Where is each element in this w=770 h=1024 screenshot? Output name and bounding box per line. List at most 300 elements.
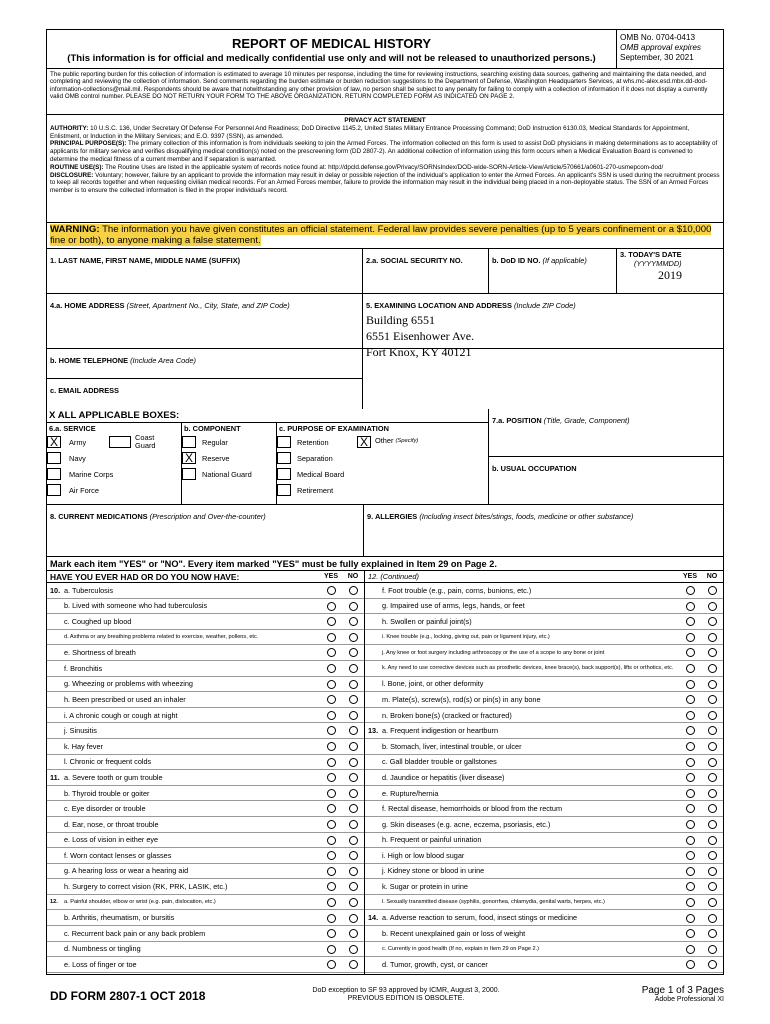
no-radio[interactable]	[349, 586, 358, 595]
question-row	[47, 817, 364, 833]
date-field[interactable]	[617, 249, 723, 293]
yes-radio[interactable]	[686, 914, 695, 923]
question-row	[365, 864, 723, 880]
warning-box	[46, 223, 724, 249]
no-cell	[342, 944, 364, 954]
no-radio[interactable]	[349, 602, 358, 611]
retirement-checkbox[interactable]	[277, 484, 291, 496]
email-field[interactable]	[47, 379, 362, 409]
boxes-block	[47, 409, 489, 504]
question-number: 11.	[50, 772, 60, 782]
service-army[interactable]	[47, 434, 181, 450]
question-row	[365, 833, 723, 849]
yes-radio[interactable]	[327, 773, 336, 782]
component-reserve[interactable]	[182, 450, 276, 466]
footer-page	[642, 985, 724, 1003]
question-label: e. Loss of finger or toe	[64, 960, 137, 970]
yes-radio[interactable]	[327, 914, 336, 923]
question-row	[365, 926, 723, 942]
contact-column	[46, 349, 363, 409]
other-label: Other	[375, 436, 394, 445]
service-marines[interactable]	[47, 466, 181, 482]
question-text	[365, 882, 679, 891]
no-cell	[342, 679, 364, 689]
no-cell	[701, 788, 723, 798]
occupation-field[interactable]	[489, 457, 723, 477]
no-cell	[701, 601, 723, 611]
no-cell	[342, 897, 364, 907]
question-row	[47, 957, 364, 973]
no-radio[interactable]	[708, 617, 717, 626]
question-text	[47, 866, 320, 875]
question-label: b. Arthritis, rheumatism, or bursitis	[64, 913, 175, 923]
no-radio[interactable]	[708, 695, 717, 704]
purpose-retention[interactable]	[277, 434, 357, 450]
yes-radio[interactable]	[327, 789, 336, 798]
no-radio[interactable]	[708, 820, 717, 829]
yes-radio[interactable]	[686, 804, 695, 813]
privacy-act-statement	[46, 115, 724, 223]
no-radio[interactable]	[349, 648, 358, 657]
no-radio[interactable]	[349, 664, 358, 673]
army-checkbox[interactable]: X	[47, 436, 61, 448]
question-row	[47, 614, 364, 630]
burden-statement: The public reporting burden for this collection of information is estimated to average 10 minutes per response, including the time for reviewing instructions, searching existing data sources, gathering and maintaining the data needed, and completing and reviewing the collection of information. Send comments regarding the burden estimate or burden reduction suggestions to the Department of Defense, Washington Headquarters Services, at whs.mc-alex.esd.mbx.dd-dod-information-collections@mail.mil. Respondents should be aware that notwithstanding any other provision of law, no person shall be subject to any penalty for failing to comply with a collection of information if it does not display a currently valid OMB control number. PLEASE DO NOT RETURN YOUR FORM TO THE ABOVE ORGANIZATION. RETURN COMPLETED FORM AS INDICATED ON PAGE 2.	[46, 69, 724, 115]
question-text	[47, 913, 320, 922]
no-radio[interactable]	[349, 789, 358, 798]
question-text	[365, 617, 679, 626]
ssn-label: 2.a. SOCIAL SECURITY NO.	[366, 256, 463, 265]
purpose-medical-board[interactable]	[277, 466, 357, 482]
question-text	[47, 664, 320, 673]
no-radio[interactable]	[708, 680, 717, 689]
question-label: i. A chronic cough or cough at night	[64, 710, 178, 720]
yes-radio[interactable]	[327, 633, 336, 642]
question-text	[365, 773, 679, 782]
question-text	[47, 586, 320, 595]
yes-radio[interactable]	[686, 680, 695, 689]
yes-radio[interactable]	[686, 758, 695, 767]
yes-radio[interactable]	[686, 711, 695, 720]
question-label: c. Eye disorder or trouble	[64, 804, 146, 814]
no-radio[interactable]	[349, 836, 358, 845]
question-text	[47, 804, 320, 813]
no-radio[interactable]	[708, 960, 717, 969]
question-text	[365, 960, 679, 969]
retirement-label: Retirement	[297, 485, 334, 495]
marines-label: Marine Corps	[69, 469, 114, 479]
yes-radio[interactable]	[327, 617, 336, 626]
question-row	[365, 599, 723, 615]
no-cell	[701, 741, 723, 751]
yes-cell	[679, 819, 701, 829]
component-national-guard[interactable]	[182, 466, 276, 482]
question-text	[365, 757, 679, 766]
no-radio[interactable]	[349, 711, 358, 720]
no-radio[interactable]	[349, 680, 358, 689]
question-row	[47, 583, 364, 599]
question-label: j. Any knee or foot surgery including arthroscopy or the use of a scope to any bone or joint	[382, 649, 605, 656]
form-header	[46, 29, 724, 69]
national-guard-checkbox[interactable]	[182, 468, 196, 480]
no-radio[interactable]	[708, 758, 717, 767]
question-text	[47, 726, 320, 735]
yes-radio[interactable]	[327, 695, 336, 704]
no-cell	[342, 835, 364, 845]
yes-radio[interactable]	[327, 586, 336, 595]
questions-right-list	[365, 583, 723, 973]
yes-radio[interactable]	[686, 851, 695, 860]
question-label: f. Bronchitis	[64, 663, 103, 673]
yes-radio[interactable]	[327, 726, 336, 735]
no-radio[interactable]	[349, 758, 358, 767]
no-cell	[701, 835, 723, 845]
home-address-hint: (Street, Apartment No., City, State, and ZIP Code)	[126, 301, 290, 310]
no-cell	[342, 773, 364, 783]
question-label: h. Been prescribed or used an inhaler	[64, 694, 186, 704]
authority-label: AUTHORITY:	[50, 124, 89, 132]
regular-label: Regular	[202, 437, 228, 447]
question-row	[47, 708, 364, 724]
no-radio[interactable]	[349, 851, 358, 860]
no-radio[interactable]	[349, 929, 358, 938]
left-header-text: HAVE YOU EVER HAD OR DO YOU NOW HAVE:	[50, 571, 240, 582]
no-radio[interactable]	[708, 586, 717, 595]
no-radio[interactable]	[349, 960, 358, 969]
yes-cell	[679, 695, 701, 705]
no-cell	[701, 866, 723, 876]
purpose-text: The primary collection of this information is from individuals seeking to join the Armed Forces. The information collected on this form is used to assist DoD physicians in making determinations as to acceptability of applicants for military service and verifies disqualifying medical condition(s) noted on the prescreening form (DD 2807-2). An additional collection of information using this form occurs when a Medical Evaluation Board is convened to determine the medical fitness of a current member and if separation is warranted.	[50, 140, 718, 163]
yes-radio[interactable]	[686, 882, 695, 891]
no-cell	[342, 741, 364, 751]
question-label: e. Rupture/hernia	[382, 788, 439, 798]
yes-radio[interactable]	[327, 804, 336, 813]
occupation-label: b. USUAL OCCUPATION	[492, 464, 577, 473]
question-row	[47, 630, 364, 646]
yes-cell	[320, 648, 342, 658]
no-radio[interactable]	[708, 882, 717, 891]
no-radio[interactable]	[708, 945, 717, 954]
purpose-column	[277, 423, 488, 504]
yes-cell	[320, 882, 342, 892]
no-radio[interactable]	[349, 945, 358, 954]
yes-cell	[320, 788, 342, 798]
no-cell	[342, 663, 364, 673]
question-label: c. Currently in good health (If no, explain in Item 29 on Page 2.)	[382, 945, 540, 952]
yes-radio[interactable]	[686, 867, 695, 876]
no-radio[interactable]	[708, 664, 717, 673]
no-radio[interactable]	[349, 820, 358, 829]
yes-radio[interactable]	[686, 633, 695, 642]
no-radio[interactable]	[349, 804, 358, 813]
yes-cell	[320, 586, 342, 596]
exam-location-field[interactable]	[363, 294, 723, 359]
no-radio[interactable]	[708, 804, 717, 813]
no-radio[interactable]	[708, 851, 717, 860]
medications-label: 8. CURRENT MEDICATIONS	[50, 512, 148, 521]
purpose-label: c. PURPOSE OF EXAMINATION	[279, 424, 389, 433]
purpose-other[interactable]	[357, 434, 418, 498]
yes-cell	[679, 648, 701, 658]
yes-radio[interactable]	[686, 820, 695, 829]
position-field[interactable]	[489, 409, 723, 457]
name-field[interactable]	[47, 249, 363, 293]
yes-radio[interactable]	[686, 617, 695, 626]
no-radio[interactable]	[349, 633, 358, 642]
yes-cell	[320, 866, 342, 876]
yes-cell	[679, 960, 701, 970]
allergies-field[interactable]	[364, 505, 723, 556]
question-row	[365, 848, 723, 864]
purpose-list	[277, 434, 357, 498]
no-cell	[701, 773, 723, 783]
question-label: j. Kidney stone or blood in urine	[382, 866, 485, 876]
question-label: f. Foot trouble (e.g., pain, corns, bunions, etc.)	[382, 585, 532, 595]
no-radio[interactable]	[349, 867, 358, 876]
question-label: e. Shortness of breath	[64, 648, 136, 658]
yes-radio[interactable]	[327, 836, 336, 845]
yes-cell	[320, 601, 342, 611]
omb-approval: OMB approval expires	[620, 43, 701, 52]
question-row	[365, 942, 723, 958]
yes-radio[interactable]	[686, 773, 695, 782]
yes-cell	[320, 851, 342, 861]
name-label: 1. LAST NAME, FIRST NAME, MIDDLE NAME (SUFFIX)	[50, 256, 241, 265]
medications-field[interactable]	[47, 505, 364, 556]
question-row	[365, 661, 723, 677]
yes-cell	[320, 929, 342, 939]
omb-number: OMB No. 0704-0413	[620, 33, 696, 42]
yes-radio[interactable]	[686, 836, 695, 845]
yes-radio[interactable]	[327, 929, 336, 938]
question-label: g. A hearing loss or wear a hearing aid	[64, 866, 189, 876]
question-row	[365, 755, 723, 771]
regular-checkbox[interactable]	[182, 436, 196, 448]
navy-label: Navy	[69, 453, 86, 463]
form-subtitle: (This information is for official and medically confidential use only and will not be released to unauthorized persons.)	[67, 53, 596, 64]
questions-table	[46, 571, 724, 975]
question-text	[47, 695, 320, 704]
no-cell	[342, 695, 364, 705]
yes-cell	[320, 695, 342, 705]
no-cell	[701, 663, 723, 673]
coast-guard-checkbox[interactable]	[109, 436, 131, 448]
question-row	[365, 645, 723, 661]
no-cell	[342, 586, 364, 596]
no-radio[interactable]	[708, 648, 717, 657]
right-yes-header: YES	[682, 573, 697, 580]
separation-checkbox[interactable]	[277, 452, 291, 464]
dodid-field[interactable]	[489, 249, 617, 293]
yes-radio[interactable]	[327, 648, 336, 657]
yes-cell	[320, 897, 342, 907]
question-text	[365, 695, 679, 704]
yes-cell	[320, 726, 342, 736]
no-radio[interactable]	[349, 914, 358, 923]
medical-board-checkbox[interactable]	[277, 468, 291, 480]
component-label: b. COMPONENT	[184, 424, 241, 433]
position-column	[489, 409, 723, 504]
routine-text: The Routine Uses are listed in the applicable system of records notice found at: http://dpcld.defense.gov/Privacy/SORNsIndex/DOD-wide-SORN-Article-View/Article/570661/a0601-270-usmepcom-dod/	[105, 163, 664, 171]
no-cell	[701, 726, 723, 736]
no-radio[interactable]	[708, 711, 717, 720]
disclosure-text: Voluntary; however, failure by an applicant to provide the information may result in delay or possible rejection of the individual's application to enter the Armed Forces. An applicant's SSN is used during the recruitment process to keep all records together and when requesting civilian medical records. For an Armed Forces member, failure to provide the information may result in the individual being placed in a non-deployable status. The SSN of an Armed Forces member is to ensure the collected information is filed in the proper individual's record.	[50, 171, 720, 195]
no-radio[interactable]	[708, 914, 717, 923]
footer-center	[296, 987, 516, 1003]
yes-radio[interactable]	[327, 602, 336, 611]
question-label: i. High or low blood sugar	[382, 850, 465, 860]
yes-cell	[320, 757, 342, 767]
yes-radio[interactable]	[686, 726, 695, 735]
service-column	[47, 423, 182, 504]
navy-checkbox[interactable]	[47, 452, 61, 464]
question-row	[365, 879, 723, 895]
question-label: l. Bone, joint, or other deformity	[382, 679, 484, 689]
no-radio[interactable]	[708, 726, 717, 735]
question-label: k. Hay fever	[64, 741, 103, 751]
form-title: REPORT OF MEDICAL HISTORY	[231, 36, 432, 51]
question-row	[47, 692, 364, 708]
retention-checkbox[interactable]	[277, 436, 291, 448]
authority-text: 10 U.S.C. 136, Under Secretary Of Defense For Personnel And Readiness; DoD Directive 1145.2, United States Military Entrance Processing Command; DoD Instruction 6130.03, Medical Standards for Appointment, Enlistment, or Induction in the Military Services; and E.O. 9397 (SSN), as amended.	[50, 124, 690, 140]
air-force-checkbox[interactable]	[47, 484, 61, 496]
question-row	[365, 910, 723, 926]
yes-radio[interactable]	[327, 867, 336, 876]
no-cell	[701, 882, 723, 892]
yes-radio[interactable]	[327, 711, 336, 720]
no-radio[interactable]	[708, 898, 717, 907]
yes-cell	[679, 913, 701, 923]
no-radio[interactable]	[708, 867, 717, 876]
exam-location-label: 5. EXAMINING LOCATION AND ADDRESS	[366, 301, 512, 310]
yes-radio[interactable]	[327, 898, 336, 907]
no-radio[interactable]	[708, 602, 717, 611]
component-regular[interactable]	[182, 434, 276, 450]
yes-radio[interactable]	[686, 789, 695, 798]
exam-line-1: Building 6551	[366, 313, 436, 327]
question-label: g. Impaired use of arms, legs, hands, or feet	[382, 601, 525, 611]
yes-radio[interactable]	[686, 602, 695, 611]
no-radio[interactable]	[349, 773, 358, 782]
other-checkbox[interactable]: X	[357, 436, 371, 448]
question-label: k. Any need to use corrective devices such as prosthetic devices, knee brace(s), back support(s), lifts or orthotics, etc.	[382, 665, 674, 672]
question-label: f. Worn contact lenses or glasses	[64, 850, 172, 860]
position-hint: (Title, Grade, Component)	[543, 416, 630, 425]
home-phone-field[interactable]	[47, 349, 362, 379]
no-cell	[701, 648, 723, 658]
yes-radio[interactable]	[686, 898, 695, 907]
no-radio[interactable]	[349, 695, 358, 704]
question-text	[365, 913, 679, 922]
no-cell	[701, 586, 723, 596]
no-radio[interactable]	[349, 898, 358, 907]
question-text	[47, 634, 320, 640]
yes-radio[interactable]	[327, 664, 336, 673]
yes-radio[interactable]	[686, 695, 695, 704]
yes-radio[interactable]	[327, 960, 336, 969]
title-block	[47, 30, 617, 68]
routine-label: ROUTINE USE(S):	[50, 163, 104, 171]
no-radio[interactable]	[708, 773, 717, 782]
question-label: l. Sexually transmitted disease (syphilis, gonorrhea, chlamydia, genital warts, herpes, etc.)	[382, 899, 605, 906]
question-label: d. Numbness or tingling	[64, 944, 141, 954]
ssn-field[interactable]	[363, 249, 489, 293]
question-text	[365, 835, 679, 844]
no-radio[interactable]	[349, 882, 358, 891]
purpose-separation[interactable]	[277, 450, 357, 466]
no-radio[interactable]	[349, 617, 358, 626]
question-label: a. Tuberculosis	[64, 585, 114, 595]
yes-radio[interactable]	[686, 945, 695, 954]
yes-cell	[679, 882, 701, 892]
yes-cell	[679, 741, 701, 751]
yes-radio[interactable]	[686, 664, 695, 673]
no-radio[interactable]	[708, 929, 717, 938]
dodid-hint: (If applicable)	[542, 256, 587, 265]
marines-checkbox[interactable]	[47, 468, 61, 480]
purpose-retirement[interactable]	[277, 482, 357, 498]
yes-radio[interactable]	[327, 680, 336, 689]
question-label: b. Thyroid trouble or goiter	[64, 788, 150, 798]
yes-cell	[320, 663, 342, 673]
question-label: d. Tumor, growth, cyst, or cancer	[382, 960, 488, 970]
address-row	[46, 294, 724, 359]
question-row	[47, 661, 364, 677]
yes-radio[interactable]	[686, 648, 695, 657]
question-text	[365, 899, 679, 905]
no-radio[interactable]	[349, 742, 358, 751]
no-radio[interactable]	[708, 836, 717, 845]
question-text	[365, 929, 679, 938]
question-text	[47, 648, 320, 657]
no-radio[interactable]	[708, 633, 717, 642]
question-text	[47, 711, 320, 720]
yes-radio[interactable]	[327, 851, 336, 860]
no-radio[interactable]	[708, 789, 717, 798]
yes-cell	[320, 960, 342, 970]
yes-radio[interactable]	[327, 742, 336, 751]
home-address-field[interactable]	[47, 294, 363, 348]
yes-radio[interactable]	[327, 758, 336, 767]
service-navy[interactable]	[47, 450, 181, 466]
yes-radio[interactable]	[686, 742, 695, 751]
questions-instruction: Mark each item "YES" or "NO". Every item marked "YES" must be fully explained in Item 29 on Page 2.	[46, 557, 724, 571]
medical-board-label: Medical Board	[297, 469, 345, 479]
footer-obsolete: PREVIOUS EDITION IS OBSOLETE.	[347, 995, 465, 1002]
component-column	[182, 423, 277, 504]
yes-radio[interactable]	[327, 945, 336, 954]
question-text	[365, 711, 679, 720]
question-label: g. Skin diseases (e.g. acne, eczema, psoriasis, etc.)	[382, 819, 551, 829]
yes-radio[interactable]	[327, 882, 336, 891]
question-row	[365, 739, 723, 755]
reserve-checkbox[interactable]: X	[182, 452, 196, 464]
yes-radio[interactable]	[686, 929, 695, 938]
no-radio[interactable]	[349, 726, 358, 735]
questions-right	[365, 571, 723, 974]
yes-radio[interactable]	[686, 960, 695, 969]
no-cell	[701, 679, 723, 689]
no-radio[interactable]	[708, 742, 717, 751]
yes-cell	[320, 804, 342, 814]
national-guard-label: National Guard	[202, 469, 252, 479]
yes-radio[interactable]	[686, 586, 695, 595]
question-number: 12.	[50, 899, 58, 906]
service-air-force[interactable]	[47, 482, 181, 498]
yes-radio[interactable]	[327, 820, 336, 829]
question-row	[365, 708, 723, 724]
question-row	[365, 692, 723, 708]
